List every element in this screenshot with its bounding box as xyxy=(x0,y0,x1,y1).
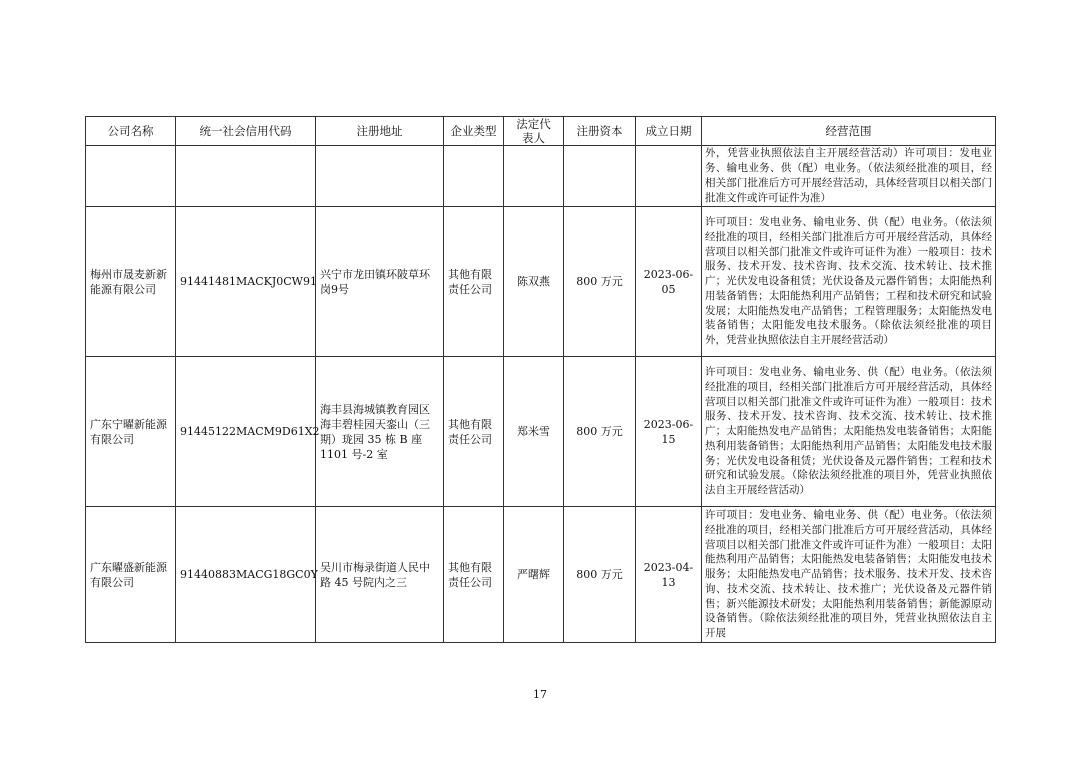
cell-date: 2023-06-15 xyxy=(636,357,702,507)
header-scope: 经营范围 xyxy=(702,117,996,146)
table-row xyxy=(86,207,996,357)
cell-date: 2023-06-05 xyxy=(636,207,702,357)
cell-company-type: 其他有限责任公司 xyxy=(444,507,504,643)
cell-credit-code: 91440883MACG18GC0Y xyxy=(176,507,316,643)
cell-date: 2023-04-13 xyxy=(636,507,702,643)
cell-legal-rep: 严曙辉 xyxy=(504,507,564,643)
header-capital: 注册资本 xyxy=(564,117,636,146)
cell-credit-code xyxy=(176,146,316,207)
cell-business-scope: 许可项目：发电业务、输电业务、供（配）电业务。（依法须经批准的项目，经相关部门批准后方可开展经营活动，具体经营项目以相关部门批准文件或许可证件为准）一般项目：技术服务、技术开发、技术咨询、技术交流、技术转让、技术推广；太阳能热发电产品销售；太阳能热发电装备销售；太阳能热利用装备销售；太阳能热利用产品销售；太阳能发电技术服务；光伏发电设备租赁；光伏设备及元器件销售；工程和技术研究和试验发展。（除依法须经批准的项目外，凭营业执照依法自主开展经营活动） xyxy=(702,357,996,507)
table-row xyxy=(86,357,996,507)
header-credit-code: 统一社会信用代码 xyxy=(176,117,316,146)
cell-address xyxy=(316,146,444,207)
cell-company-name: 梅州市晟麦新新能源有限公司 xyxy=(86,207,176,357)
cell-address: 吴川市梅录街道人民中路 45 号院内之三 xyxy=(316,507,444,643)
cell-company-name: 广东宁曜新能源有限公司 xyxy=(86,357,176,507)
company-table xyxy=(85,116,996,643)
cell-business-scope: 许可项目：发电业务、输电业务、供（配）电业务。（依法须经批准的项目，经相关部门批准后方可开展经营活动，具体经营项目以相关部门批准文件或许可证件为准）一般项目：技术服务、技术开发、技术咨询、技术交流、技术转让、技术推广；光伏发电设备租赁；光伏设备及元器件销售；太阳能热利用装备销售；太阳能热利用产品销售；工程和技术研究和试验发展；太阳能热发电产品销售；工程管理服务；太阳能热发电装备销售；太阳能发电技术服务。（除依法须经批准的项目外，凭营业执照依法自主开展经营活动） xyxy=(702,207,996,357)
cell-credit-code: 91445122MACM9D61X2 xyxy=(176,357,316,507)
cell-address: 海丰县海城镇教育园区海丰碧桂园天銮山（三期）珑园 35 栋 B 座 1101 号-2 室 xyxy=(316,357,444,507)
cell-company-type: 其他有限责任公司 xyxy=(444,357,504,507)
page-number: 17 xyxy=(533,688,547,701)
header-company-name: 公司名称 xyxy=(86,117,176,146)
table-header-row xyxy=(86,117,996,146)
cell-company-type xyxy=(444,146,504,207)
cell-company-name: 广东曜盛新能源有限公司 xyxy=(86,507,176,643)
cell-legal-rep: 陈双燕 xyxy=(504,207,564,357)
cell-business-scope: 外，凭营业执照依法自主开展经营活动）许可项目：发电业务、输电业务、供（配）电业务。（依法须经批准的项目，经相关部门批准后方可开展经营活动，具体经营项目以相关部门批准文件或许可证件为准） xyxy=(702,146,996,207)
cell-company-name xyxy=(86,146,176,207)
header-company-type: 企业类型 xyxy=(444,117,504,146)
cell-legal-rep xyxy=(504,146,564,207)
cell-company-type: 其他有限责任公司 xyxy=(444,207,504,357)
header-address: 注册地址 xyxy=(316,117,444,146)
table-row xyxy=(86,507,996,643)
cell-capital xyxy=(564,146,636,207)
cell-address: 兴宁市龙田镇环陂草环岗9号 xyxy=(316,207,444,357)
cell-capital: 800 万元 xyxy=(564,507,636,643)
cell-business-scope: 许可项目：发电业务、输电业务、供（配）电业务。（依法须经批准的项目，经相关部门批准后方可开展经营活动，具体经营项目以相关部门批准文件或许可证件为准）一般项目：太阳能热利用产品销售；太阳能热发电装备销售；太阳能发电技术服务；太阳能热发电产品销售；技术服务、技术开发、技术咨询、技术交流、技术转让、技术推广；光伏设备及元器件销售；新兴能源技术研发；太阳能热利用装备销售；新能源原动设备销售。（除依法须经批准的项目外，凭营业执照依法自主开展 xyxy=(702,507,996,643)
cell-date xyxy=(636,146,702,207)
cell-credit-code: 91441481MACKJ0CW91 xyxy=(176,207,316,357)
table-row xyxy=(86,146,996,207)
cell-capital: 800 万元 xyxy=(564,357,636,507)
header-legal-rep: 法定代表人 xyxy=(504,117,564,146)
cell-legal-rep: 郑米雪 xyxy=(504,357,564,507)
cell-capital: 800 万元 xyxy=(564,207,636,357)
header-date: 成立日期 xyxy=(636,117,702,146)
